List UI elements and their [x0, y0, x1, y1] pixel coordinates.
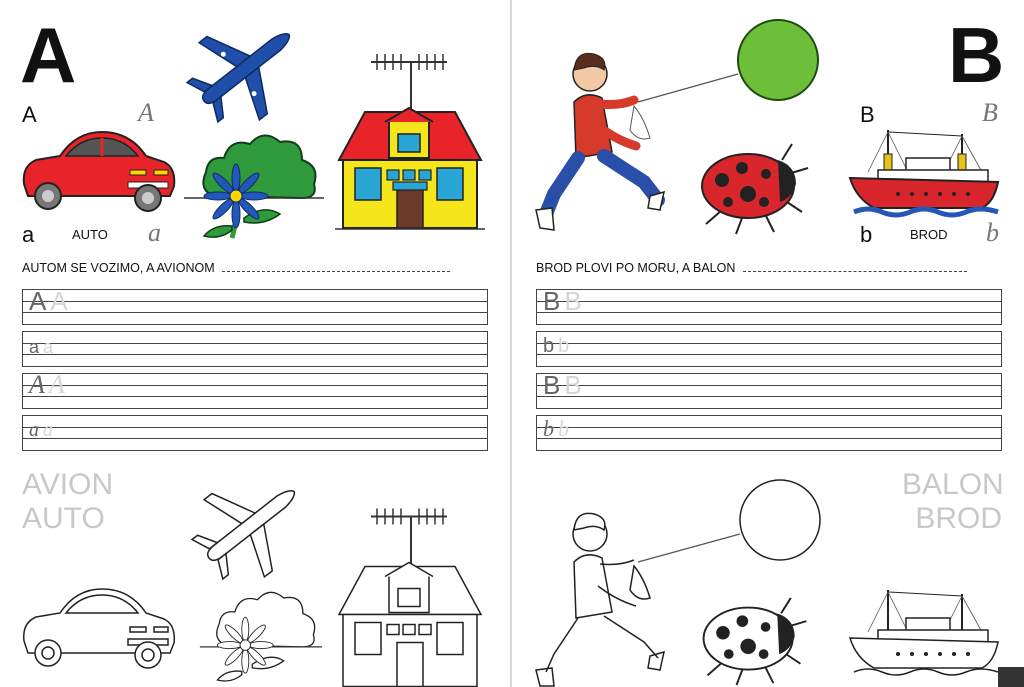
ship-outline-icon[interactable]: [848, 586, 1004, 682]
sentence-left-blank[interactable]: [222, 271, 450, 272]
airplane-icon: [185, 14, 305, 124]
left-page: [0, 0, 511, 687]
lower-script-b: b: [986, 218, 999, 247]
upper-script-b: B: [982, 98, 998, 127]
writing-line-6[interactable]: [536, 331, 1002, 367]
house-icon: [335, 50, 485, 232]
big-letter-a: A: [20, 11, 77, 99]
writing-line-8-sample: b b: [543, 416, 569, 441]
word-list-left: [22, 468, 113, 536]
lower-script-a: a: [148, 218, 161, 247]
writing-line-6-sample: b b: [543, 335, 570, 357]
ladybug-outline-icon[interactable]: [692, 594, 814, 687]
sentence-right-text: BROD PLOVI PO MORU, A BALON: [536, 261, 736, 275]
car-icon: [18, 126, 178, 216]
word-brod-outline: BROD: [915, 502, 1002, 535]
flower-bush-icon: [184, 126, 324, 244]
writing-line-2[interactable]: [22, 331, 488, 367]
airplane-outline-icon[interactable]: [190, 470, 310, 582]
ladybug-icon: [692, 140, 814, 236]
word-balon: BALON: [902, 468, 1004, 501]
writing-line-8[interactable]: [536, 415, 1002, 451]
writing-line-5[interactable]: [536, 286, 1002, 325]
right-page: [512, 0, 1024, 687]
sentence-right-blank[interactable]: [743, 271, 967, 272]
upper-script-a: A: [138, 98, 154, 127]
writing-line-7-sample: B B: [543, 370, 582, 400]
writing-line-3[interactable]: [22, 370, 488, 409]
word-brod: BROD: [910, 227, 948, 242]
flower-bush-outline-icon[interactable]: [196, 584, 326, 687]
house-outline-icon[interactable]: [335, 504, 485, 687]
car-outline-icon[interactable]: [18, 582, 178, 674]
sentence-left-text: AUTOM SE VOZIMO, A AVIONOM: [22, 261, 215, 275]
writing-line-5-sample: B B: [543, 286, 582, 316]
word-list-right: [902, 468, 1002, 536]
sentence-left: [22, 262, 450, 275]
word-auto-outline: AUTO: [22, 502, 105, 535]
lower-print-b: b: [860, 222, 873, 247]
sentence-right: [536, 262, 967, 275]
writing-line-1-sample: A A: [29, 286, 68, 316]
writing-line-7[interactable]: [536, 370, 1002, 409]
lower-print-a: a: [22, 222, 35, 247]
ship-icon: [848, 126, 1004, 222]
writing-line-4-sample: a a: [29, 419, 53, 441]
writing-line-4[interactable]: [22, 415, 488, 451]
word-avion: AVION: [22, 468, 114, 501]
big-letter-b: B: [948, 11, 1005, 99]
upper-print-a: A: [22, 102, 37, 127]
writing-line-3-sample: A A: [29, 370, 65, 399]
writing-line-2-sample: a a: [29, 337, 54, 357]
page-corner-tab[interactable]: [998, 667, 1024, 687]
writing-line-1[interactable]: [22, 286, 488, 325]
word-auto: AUTO: [72, 227, 108, 242]
upper-print-b: B: [860, 102, 875, 127]
